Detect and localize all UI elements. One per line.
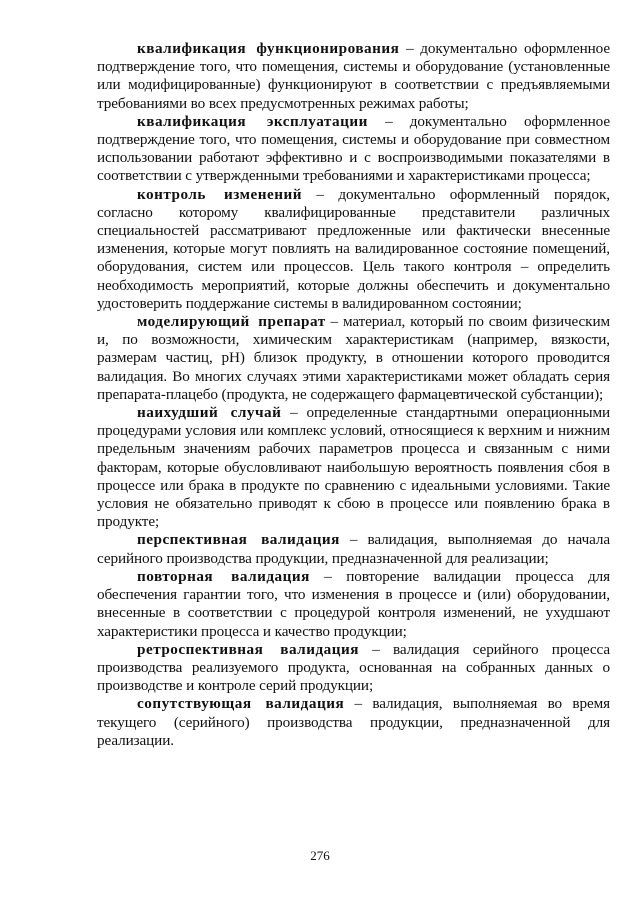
definition-paragraph (97, 313, 610, 404)
definition-text: – документально оформленное подтверждение того, что помещения, системы и оборудование при совместном использовании работают эффективно и с воспроизводимыми показателями в соответствии с утвержденными требованиями и характеристиками процесса; (97, 112, 610, 185)
definition-paragraph (97, 404, 610, 531)
definition-paragraph (97, 186, 610, 313)
term: наихудший случай (137, 404, 282, 422)
definition-paragraph (97, 568, 610, 641)
term: перспективная валидация (137, 531, 340, 549)
definition-text: – определенные стандартными операционными процедурами условия или комплекс условий, относящиеся к верхним и нижним предельным значениям рабочих параметров процесса и связанным с ними факторам, которые обусловливают наибольшую вероятность появления сбоя в процессе или брака в продукте по сравнению с идеальными условиями. Такие условия не обязательно приводят к сбою в процессе или появлению брака в продукте; (97, 404, 610, 531)
definition-text: – повторение валидации процесса для обеспечения гарантии того, что изменения в процессе и (или) оборудовании, внесенные в соответствии с процедурой контроля изменений, не ухудшают характеристики процесса и качество продукции; (97, 567, 610, 640)
term: моделирующий препарат (137, 313, 326, 331)
term: квалификация функционирования (137, 40, 400, 57)
definition-text: – документально оформленное подтверждение того, что помещения, системы и оборудование (установленные или модифицированные) функционируют в соответствии с предъявляемыми требованиями во всех предусмотренных режимах работы; (97, 40, 610, 112)
document-page (97, 40, 610, 750)
definition-paragraph (97, 113, 610, 186)
definition-text: – документально оформленный порядок, согласно которому квалифицированные представители различных специальностей рассматривают предложенные или фактически внесенные изменения, которые могут повлиять на валидированное состояние помещений, оборудования, систем или процессов. Цель такого контроля – определить необходимость мероприятий, которые должны обеспечить и документально удостоверить поддержание системы в валидированном состоянии; (97, 185, 610, 312)
term: квалификация эксплуатации (137, 112, 368, 130)
definition-paragraph (97, 641, 610, 696)
term: повторная валидация (137, 567, 310, 585)
term: ретроспективная валидация (137, 640, 359, 658)
definition-text: – материал, который по своим физическим и, по возможности, химическим характеристикам (например, вязкости, размерам частиц, pH) близок продукту, в отношении которого проводится валидация. Во многих случаях этими характеристиками может обладать серия препарата-плацебо (продукта, не содержащего фармацевтической субстанции); (97, 313, 610, 403)
term: сопутствующая валидация (137, 695, 345, 713)
definition-text: – валидация, выполняемая до начала серийного производства продукции, предназначенной для реализации; (97, 531, 610, 567)
definition-paragraph (97, 695, 610, 750)
definition-paragraph (97, 40, 610, 113)
definition-paragraph (97, 531, 610, 567)
definition-text: – валидация, выполняемая во время текущего (серийного) производства продукции, предназначенной для реализации. (97, 695, 610, 749)
page-number: 276 (310, 848, 330, 863)
definition-text: – валидация серийного процесса производства реализуемого продукта, основанная на собранных данных о производстве и контроле серий продукции; (97, 640, 610, 695)
term: контроль изменений (137, 185, 302, 203)
